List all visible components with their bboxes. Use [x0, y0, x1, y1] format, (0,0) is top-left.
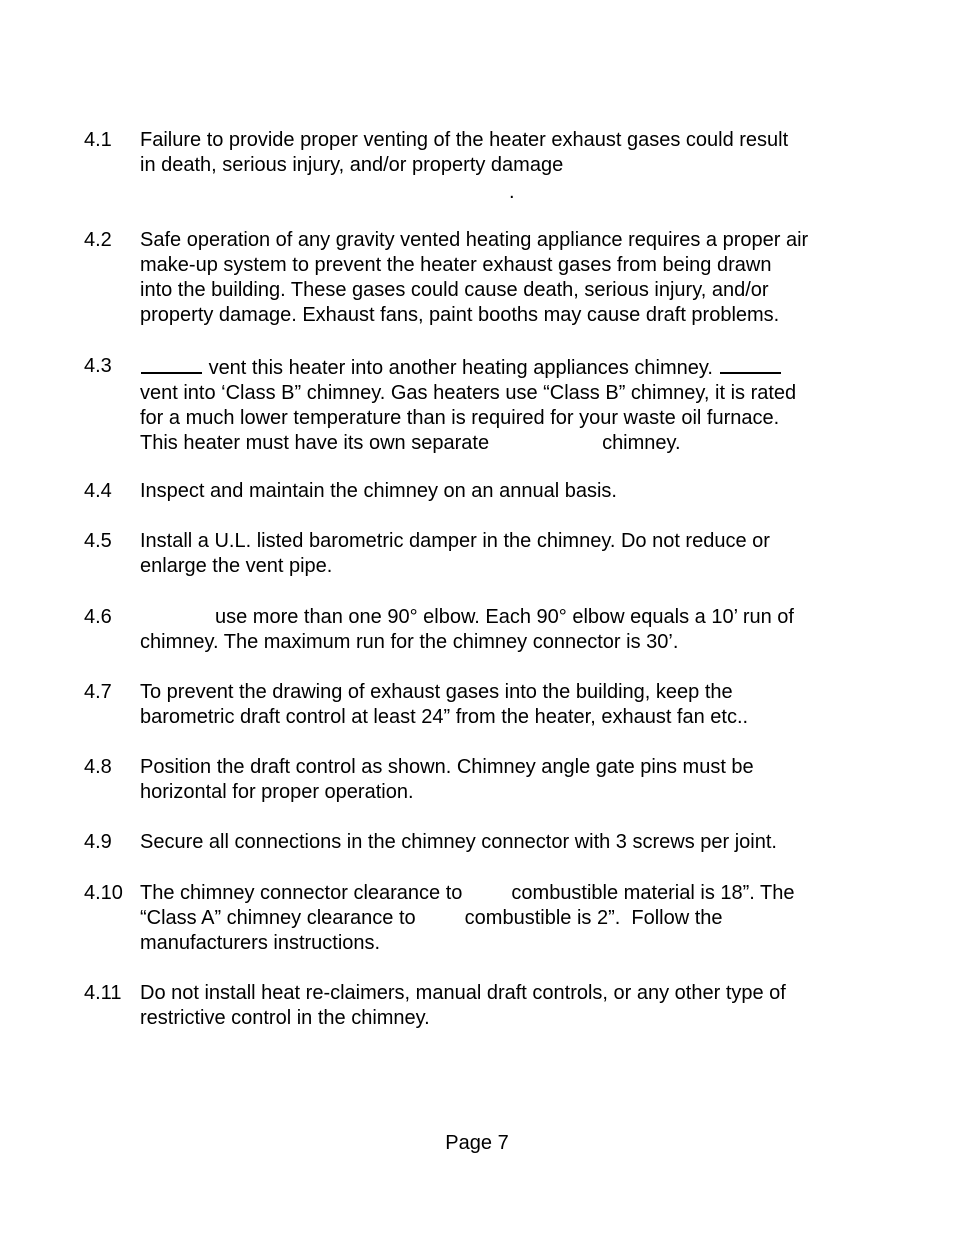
item-number: 4.9 — [84, 831, 112, 853]
item-text: Safe operation of any gravity vented heating appliance requires a proper air make-up system to prevent the heater exhaust gases from being drawn into the building. These gases could cause death, serious injury, and/or property damage. Exhaust fans, paint booths may cause draft problems. — [140, 229, 809, 326]
item-text: Position the draft control as shown. Chimney angle gate pins must be horizontal for proper operation. — [140, 756, 754, 803]
item-number: 4.7 — [84, 681, 112, 703]
stray-period: . — [509, 181, 515, 203]
item-number: 4.6 — [84, 606, 112, 628]
item-text: vent this heater into another heating appliances chimney. vent into ‘Class B” chimney. Gas heaters use “Class B” chimney, it is rated for a much lower temperature than is required for your waste oil furnace. This heater must have its own separate chimney. — [140, 354, 880, 456]
underline-blank — [720, 354, 781, 374]
item-text: Do not install heat re-claimers, manual draft controls, or any other type of restrictive control in the chimney. — [140, 982, 786, 1029]
underline-blank — [141, 354, 202, 374]
item-number: 4.1 — [84, 129, 112, 151]
item-number: 4.8 — [84, 756, 112, 778]
page-number: Page 7 — [445, 1132, 509, 1154]
item-number: 4.11 — [84, 982, 122, 1004]
item-text: Failure to provide proper venting of the heater exhaust gases could result in death, serious injury, and/or property damage — [140, 129, 789, 176]
item-number: 4.5 — [84, 530, 112, 552]
item-text: Inspect and maintain the chimney on an annual basis. — [140, 480, 617, 502]
item-text: use more than one 90° elbow. Each 90° elbow equals a 10’ run of chimney. The maximum run for the chimney connector is 30’. — [140, 606, 794, 653]
item-text: Install a U.L. listed barometric damper in the chimney. Do not reduce or enlarge the vent pipe. — [140, 530, 770, 577]
item-number: 4.3 — [84, 355, 112, 377]
item-text: To prevent the drawing of exhaust gases into the building, keep the barometric draft control at least 24” from the heater, exhaust fan etc.. — [140, 681, 749, 728]
item-text: The chimney connector clearance to combustible material is 18”. The “Class A” chimney clearance to combustible is 2”. Follow the manufacturers instructions. — [140, 882, 795, 954]
item-number: 4.10 — [84, 882, 123, 904]
item-text: Secure all connections in the chimney connector with 3 screws per joint. — [140, 831, 777, 853]
item-number: 4.2 — [84, 229, 112, 251]
item-number: 4.4 — [84, 480, 112, 502]
